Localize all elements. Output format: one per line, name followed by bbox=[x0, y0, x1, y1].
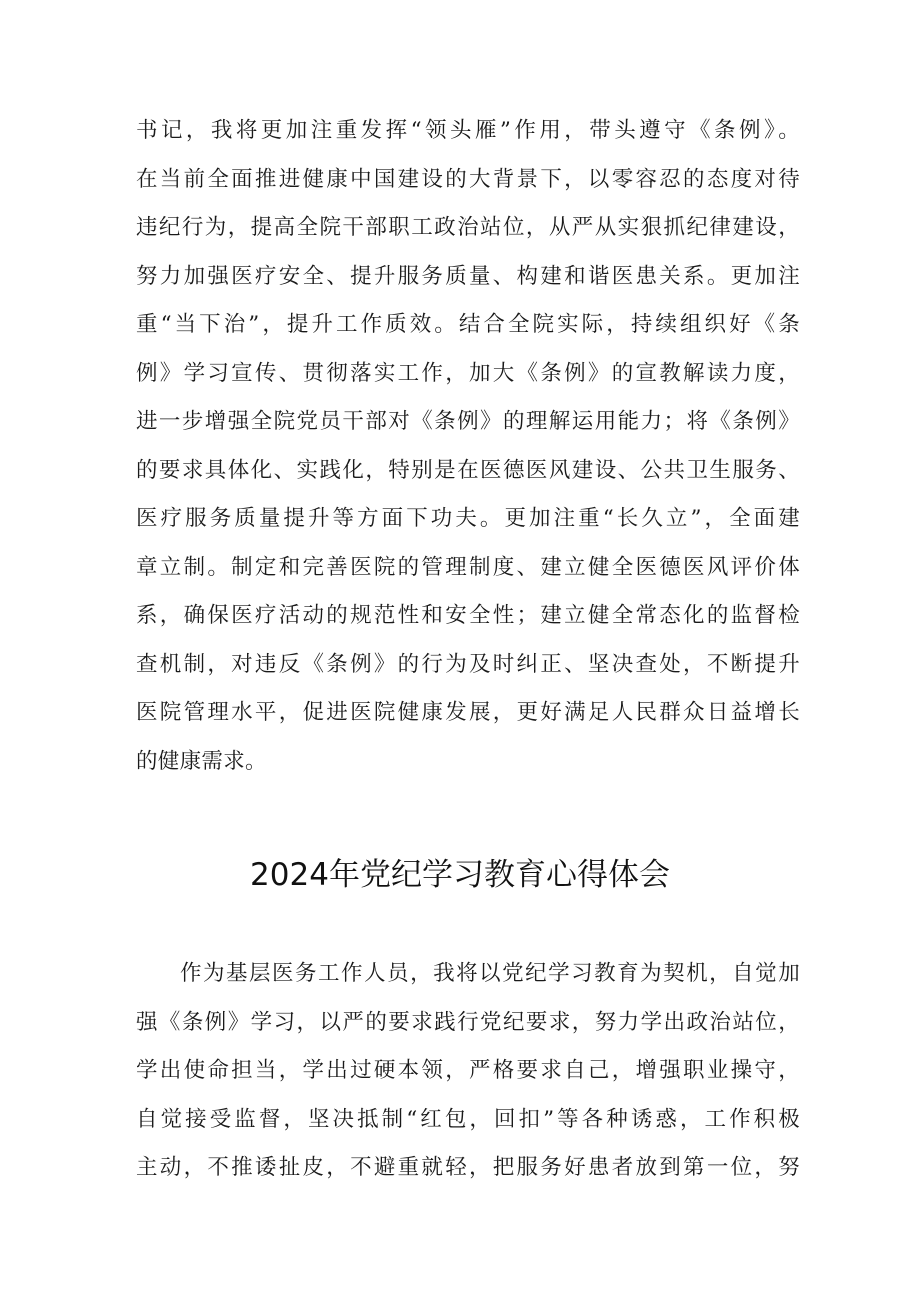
section-heading: 2024年党纪学习教育心得体会 bbox=[250, 857, 670, 893]
text-line: 的健康需求。 bbox=[136, 748, 267, 774]
text-line: 查机制，对违反《条例》的行为及时纠正、坚决查处，不断提升 bbox=[136, 651, 800, 677]
text-line: 医院管理水平，促进医院健康发展，更好满足人民群众日益增长 bbox=[136, 700, 800, 725]
text-line: 重“当下治”，提升工作质效。结合全院实际，持续组织好《条 bbox=[136, 312, 800, 337]
text-line: 进一步增强全院党员干部对《条例》的理解运用能力；将《条例》 bbox=[136, 409, 800, 434]
text-line: 医疗服务质量提升等方面下功夫。更加注重“长久立”，全面建 bbox=[136, 506, 800, 531]
text-line: 章立制。制定和完善医院的管理制度、建立健全医德医风评价体 bbox=[136, 554, 800, 580]
body-paragraph-1 bbox=[136, 107, 800, 786]
body-paragraph-2 bbox=[136, 950, 800, 1193]
text-line: 努力加强医疗安全、提升服务质量、构建和谐医患关系。更加注 bbox=[136, 263, 800, 289]
text-line: 违纪行为，提高全院干部职工政治站位，从严从实狠抓纪律建设， bbox=[136, 215, 800, 240]
text-line: 自觉接受监督，坚决抵制“红包，回扣”等各种诱惑，工作积极 bbox=[136, 1106, 800, 1132]
text-line: 强《条例》学习，以严的要求践行党纪要求，努力学出政治站位， bbox=[136, 1009, 800, 1035]
text-line: 例》学习宣传、贯彻落实工作，加大《条例》的宣教解读力度， bbox=[136, 360, 800, 386]
text-line: 作为基层医务工作人员，我将以党纪学习教育为契机，自觉加 bbox=[180, 961, 800, 986]
text-line: 学出使命担当，学出过硬本领，严格要求自己，增强职业操守， bbox=[136, 1058, 800, 1083]
text-line: 在当前全面推进健康中国建设的大背景下，以零容忍的态度对待 bbox=[136, 166, 800, 192]
text-line: 书记，我将更加注重发挥“领头雁”作用，带头遵守《条例》。 bbox=[136, 118, 800, 143]
text-line: 系，确保医疗活动的规范性和安全性；建立健全常态化的监督检 bbox=[136, 603, 800, 628]
text-line: 的要求具体化、实践化，特别是在医德医风建设、公共卫生服务、 bbox=[136, 457, 800, 483]
text-line: 主动，不推诿扯皮，不避重就轻，把服务好患者放到第一位，努 bbox=[136, 1155, 800, 1180]
